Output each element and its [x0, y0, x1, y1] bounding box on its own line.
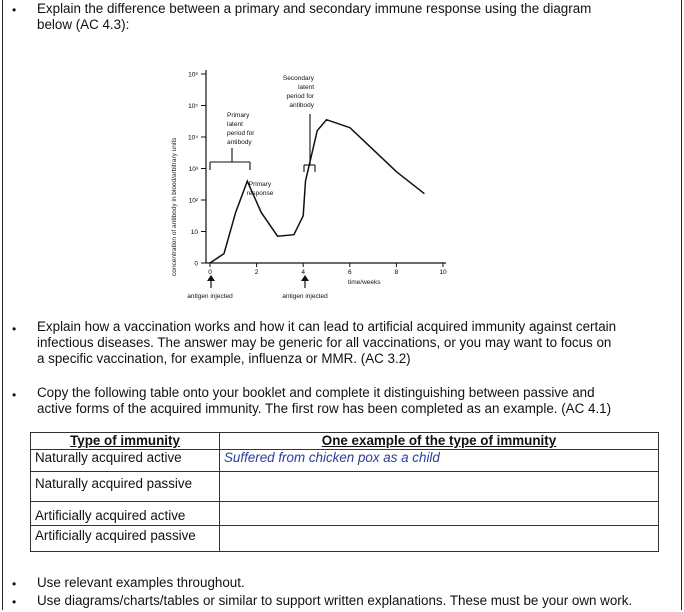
q1-line2: below (AC 4.3):: [37, 17, 130, 32]
y-tick-label: 10³: [188, 166, 198, 173]
antigen-arrow-1: [207, 275, 215, 288]
ann-line: period for: [227, 130, 255, 137]
table-cell-type: Artificially acquired passive: [31, 526, 220, 552]
table-cell-type: Naturally acquired passive: [31, 472, 220, 502]
antigen-label-2: antigen injected: [282, 293, 328, 300]
q2-line3: a specific vaccination, for example, influenza or MMR. (AC 3.2): [37, 351, 411, 366]
ann-line: period for: [286, 93, 314, 100]
question-2: [37, 319, 616, 367]
table-cell-example[interactable]: Suffered from chicken pox as a child: [220, 450, 659, 472]
q2-line1: Explain how a vaccination works and how it can lead to artificial acquired immunity against certain: [37, 319, 617, 334]
x-tick-label: 0: [208, 269, 212, 276]
bullet-icon: •: [12, 577, 17, 591]
ann-line: response: [246, 190, 274, 197]
x-tick-label: 2: [254, 269, 259, 276]
ann-line: Primary: [248, 181, 272, 188]
table-cell-type: Naturally acquired active: [31, 450, 220, 472]
question-1: [37, 1, 591, 33]
y-tick-label: 10⁵: [188, 103, 198, 110]
table-header-type: Type of immunity: [31, 433, 220, 450]
y-axis-label: concentration of antibody in blood/arbitrary units: [171, 137, 178, 276]
ann-line: latent: [227, 121, 243, 128]
table-row: [31, 526, 659, 552]
x-tick-label: 4: [301, 269, 306, 276]
bullet-icon: •: [12, 388, 17, 402]
y-tick-label: 0: [194, 260, 198, 268]
antigen-label-1: antigen injected: [187, 293, 233, 300]
footer-bullet-2: Use diagrams/charts/tables or similar to support written explanations. These must be your own work.: [37, 593, 633, 608]
immunity-table: [30, 432, 659, 552]
table-cell-example[interactable]: [220, 526, 659, 552]
q3-line2: active forms of the acquired immunity. The first row has been completed as an example. (AC 4.1): [37, 401, 612, 416]
q1-line1: Explain the difference between a primary and secondary immune response using the diagram: [37, 1, 592, 16]
bullet-icon: •: [12, 595, 17, 609]
primary-latent-label: [227, 112, 255, 146]
table-row: [31, 472, 659, 502]
y-tick-label: 10²: [188, 197, 198, 205]
table-header-row: [31, 433, 659, 450]
ann-line: antibody: [227, 139, 252, 146]
y-tick-label: 10⁴: [187, 134, 198, 142]
q2-line2: infectious diseases. The answer may be generic for all vaccinations, or you may want to focus on: [37, 335, 612, 350]
secondary-latent-bracket: [304, 114, 315, 172]
table-row: [31, 502, 659, 526]
footer-bullet-1: Use relevant examples throughout.: [37, 575, 245, 590]
antigen-arrow-2: [301, 275, 309, 288]
question-3: [37, 385, 611, 417]
x-axis-label: time/weeks: [348, 279, 381, 286]
secondary-latent-label: [283, 75, 315, 109]
bullet-icon: •: [12, 3, 17, 17]
x-tick-label: 10: [439, 269, 447, 276]
x-tick-label: 6: [347, 269, 352, 276]
ann-line: Secondary: [282, 75, 314, 82]
x-tick-label: 8: [394, 269, 399, 276]
table-header-example: One example of the type of immunity: [220, 433, 659, 450]
ann-line: antibody: [289, 102, 314, 109]
y-tick-label: 10: [190, 229, 198, 236]
q3-line1: Copy the following table onto your booklet and complete it distinguishing between passive and: [37, 385, 595, 400]
table-cell-type: Artificially acquired active: [31, 502, 220, 526]
ann-line: Primary: [227, 112, 250, 119]
table-cell-example[interactable]: [220, 502, 659, 526]
bullet-icon: •: [12, 322, 17, 336]
antibody-chart: [0, 40, 684, 340]
ann-line: latent: [298, 84, 314, 91]
table-row: [31, 450, 659, 472]
primary-latent-bracket: [210, 148, 250, 170]
y-tick-label: 10⁶: [188, 71, 198, 79]
table-cell-example[interactable]: [220, 472, 659, 502]
